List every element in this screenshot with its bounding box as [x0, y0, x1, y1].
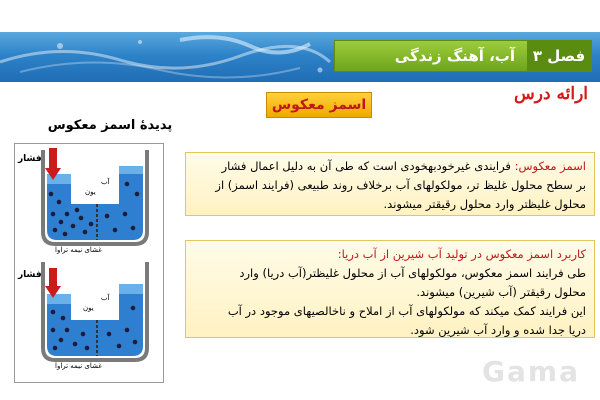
diagram-title: پدیدهٔ اسمز معکوس	[47, 118, 173, 133]
membrane-label-top: غشای نیمه تراوا	[55, 246, 102, 254]
section-label: ارائه درس	[514, 84, 588, 104]
u-tube-illustration	[15, 144, 165, 384]
application-line-2: طی فرایند اسمز معکوس، مولکولهای آب از محلول غلیظتر(آب دریا) وارد	[239, 266, 586, 280]
definition-line-2: بر سطح محلول غلیظ تر، مولکولهای آب برخلاف روند طبیعی (فرایند اسمز) از	[215, 178, 586, 192]
ion-label-top: یون	[85, 188, 96, 196]
chapter-title: آب، آهنگ زندگی	[394, 47, 515, 65]
application-line-4: این فرایند کمک میکند که مولکولهای آب از املاح و ناخالصیهای موجود در آب	[227, 304, 586, 318]
definition-heading: اسمز معکوس:	[514, 159, 586, 173]
topic-title: اسمز معکوس	[266, 92, 372, 118]
u-tube-top	[43, 148, 147, 244]
pressure-label-bottom: فشار	[18, 270, 42, 280]
header-banner	[0, 32, 600, 82]
application-panel	[185, 240, 595, 338]
watermark-logo: Gama	[482, 355, 580, 388]
definition-line-1-text: فرایندی غیرخودبهخودی است که طی آن به دلیل اعمال فشار	[221, 159, 515, 173]
u-tube-bottom	[43, 262, 147, 360]
chapter-header	[334, 40, 592, 72]
ion-label-bottom: یون	[83, 304, 94, 312]
application-heading: کاربرد اسمز معکوس در تولید آب شیرین از آب دریا:	[337, 247, 586, 261]
membrane-label-bottom: غشای نیمه تراوا	[55, 362, 102, 370]
application-line-5: دریا جدا شده و وارد آب شیرین شود.	[410, 323, 586, 337]
definition-panel	[185, 152, 595, 216]
water-label-top: آب	[101, 178, 110, 186]
pressure-label-top: فشار	[18, 154, 42, 164]
application-line-3: محلول رقیقتر (آب شیرین) میشوند.	[416, 285, 586, 299]
definition-line-3: محلول غلیظتر وارد محلول رقیقتر میشوند.	[383, 197, 586, 211]
reverse-osmosis-diagram	[14, 143, 164, 383]
chapter-number: فصل ۳	[527, 41, 591, 71]
definition-line-1	[194, 157, 586, 176]
water-label-bottom: آب	[101, 294, 110, 302]
